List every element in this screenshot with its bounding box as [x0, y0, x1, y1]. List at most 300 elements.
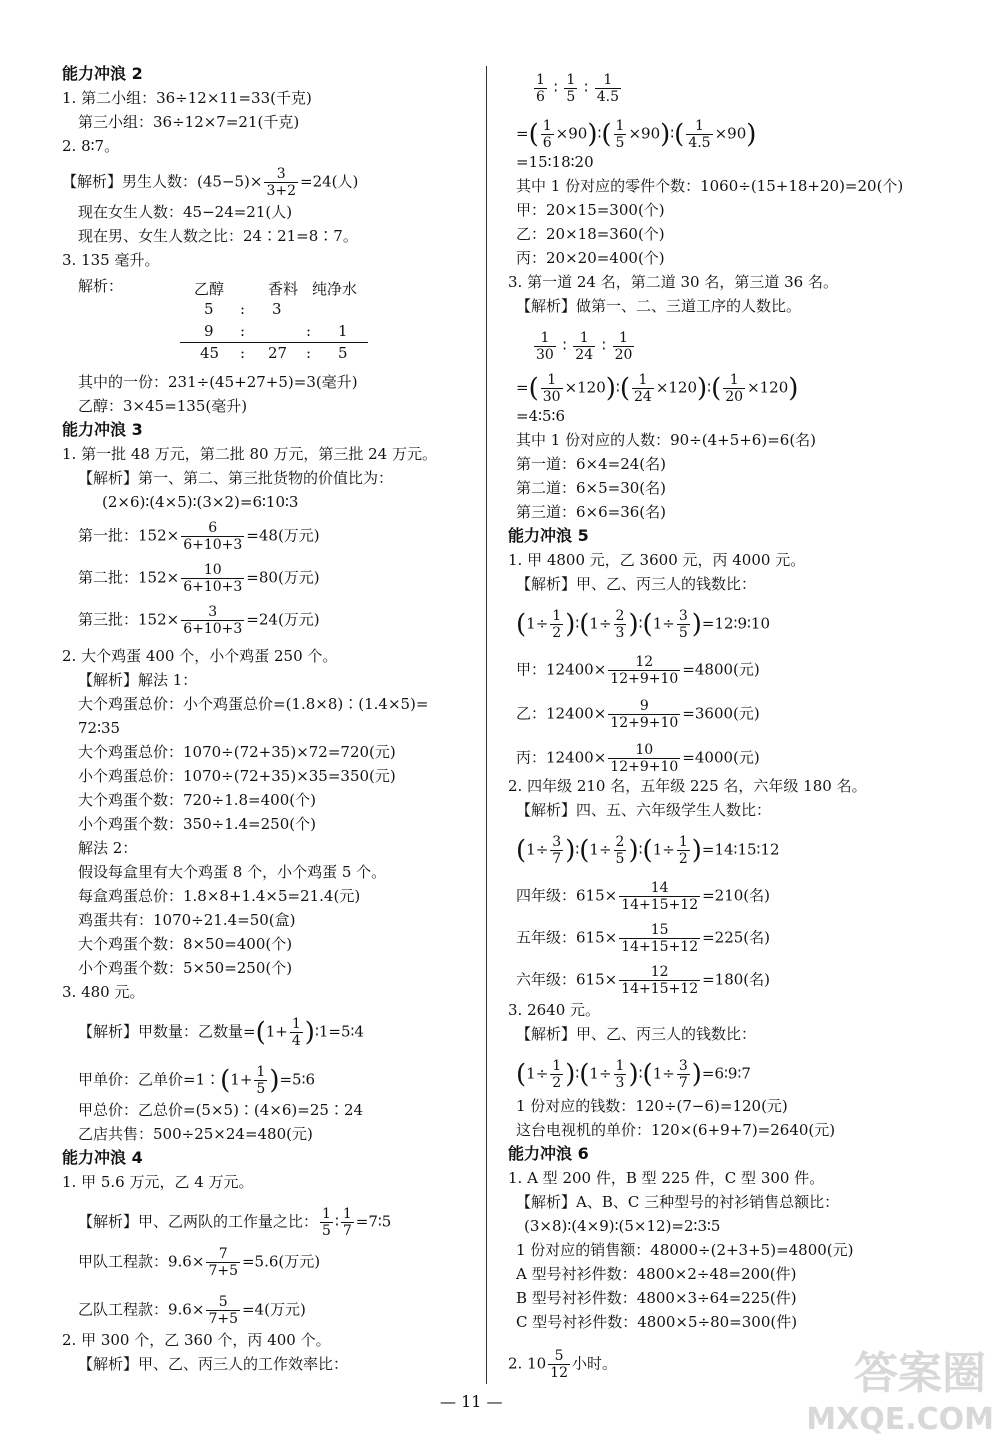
numerator: 1 — [291, 1016, 301, 1032]
numerator: 1 — [619, 330, 628, 346]
answer-line: 每盒鸡蛋总价：1.8×8+1.4×5=21.4(元) — [78, 887, 361, 905]
denominator: 12 — [550, 1365, 568, 1381]
text: ×90 — [555, 124, 588, 143]
answer-line: 1 份对应的钱数：120÷(7−6)=120(元) — [516, 1097, 788, 1115]
fraction — [677, 608, 690, 641]
denominator: 14+15+12 — [621, 939, 699, 955]
answer-line — [78, 1294, 306, 1327]
denominator: 3 — [615, 1075, 625, 1091]
text: ×120 — [564, 378, 606, 397]
fraction — [181, 520, 244, 553]
fraction — [541, 372, 563, 405]
page-number: — 11 — — [440, 1392, 503, 1411]
answer-line: 【解析】四、五、六年级学生人数比： — [516, 801, 772, 819]
section-heading: 能力冲浪 6 — [508, 1144, 589, 1163]
paren: ) — [660, 119, 671, 150]
denominator: 5 — [678, 625, 688, 641]
numerator: 3 — [678, 608, 688, 624]
fraction — [541, 118, 554, 151]
paren: ( — [579, 835, 590, 866]
answer-line: 2. 四年级 210 名，五年级 225 名，六年级 180 名。 — [508, 777, 867, 795]
numerator: 1 — [615, 118, 625, 134]
numerator: 2 — [615, 834, 625, 850]
text: 1+ — [230, 1070, 253, 1089]
answer-line: 大个鸡蛋总价：小个鸡蛋总价=(1.8×8)∶(1.4×5)= — [78, 695, 429, 713]
paren: ) — [587, 119, 598, 150]
text: =24(人) — [300, 172, 359, 191]
denominator: 2 — [552, 625, 562, 641]
text: =12∶9∶10 — [701, 614, 770, 633]
denominator: 5 — [256, 1081, 266, 1097]
ratio-line: =( $\frac{1}{30}$ ×120)∶( $\frac{1}{24}$ ×120)∶( $\frac{1}{20}$ ×120) — [516, 372, 799, 405]
text: =225(名) — [702, 928, 771, 947]
fraction — [723, 372, 745, 405]
text: 六年级：615× — [516, 970, 618, 989]
numerator: 1 — [542, 118, 552, 134]
denominator: 20 — [725, 389, 744, 405]
numerator: 14 — [650, 880, 669, 896]
answer-line: C 型号衬衫件数：4800×5÷80=300(件) — [516, 1313, 798, 1331]
answer-line — [78, 1206, 391, 1239]
answer-line: 解析： — [78, 277, 124, 295]
numerator: 3 — [678, 1058, 688, 1074]
numerator: 10 — [635, 742, 654, 758]
fraction — [206, 1246, 240, 1279]
grid-cell: 1 — [338, 322, 348, 340]
text: =210(名) — [702, 886, 771, 905]
text: ×120 — [655, 378, 698, 397]
grid-cell: 5 — [338, 344, 348, 362]
paren: ) — [788, 373, 799, 404]
text: 第三批：152× — [78, 610, 180, 629]
text: =6∶9∶7 — [701, 1064, 751, 1083]
answer-line — [78, 562, 320, 595]
fraction — [550, 608, 563, 641]
text: ∶ — [334, 1212, 339, 1231]
numerator: 1 — [729, 372, 739, 388]
fraction — [181, 562, 244, 595]
text: 乙：12400× — [516, 704, 607, 723]
numerator: 1 — [579, 330, 589, 346]
denominator: 6+10+3 — [183, 621, 243, 637]
text: 【解析】男生人数：(45−5)× — [62, 172, 263, 191]
answer-line: 2. 8∶7。 — [62, 137, 120, 155]
paren: ) — [269, 1065, 280, 1096]
denominator: 14+15+12 — [621, 897, 699, 913]
denominator: 4.5 — [688, 135, 711, 151]
paren: ) — [628, 835, 639, 866]
ratio-line: (1÷ $\frac{3}{7}$ )∶(1÷ $\frac{2}{5}$ )∶(1÷ $\frac{1}{2}$ )=14∶15∶12 — [516, 834, 780, 867]
numerator: 3 — [276, 166, 286, 182]
text: =24(万元) — [246, 610, 320, 629]
denominator: 24 — [633, 389, 652, 405]
fraction — [632, 372, 654, 405]
text: ×90 — [628, 124, 661, 143]
paren: ( — [642, 609, 653, 640]
grid-cell: : — [240, 300, 246, 318]
fraction — [608, 654, 680, 687]
denominator: 6 — [542, 135, 552, 151]
fraction — [614, 118, 627, 151]
numerator: 1 — [322, 1206, 331, 1222]
denominator: 2 — [678, 851, 688, 867]
numerator: 1 — [342, 1206, 352, 1222]
numerator: 1 — [547, 372, 557, 388]
answer-line: 【解析】甲、乙、丙三人的钱数比： — [516, 1025, 757, 1043]
denominator: 6 — [536, 89, 545, 105]
grid-cell: 纯净水 — [312, 280, 358, 298]
paren: ) — [565, 835, 576, 866]
answer-line: =15∶18∶20 — [516, 153, 594, 171]
text: 甲单价：乙单价=1∶ — [78, 1070, 221, 1089]
text: ∶1=5∶4 — [314, 1022, 364, 1041]
answer-line — [78, 604, 320, 637]
answer-line: 这台电视机的单价：120×(6+9+7)=2640(元) — [516, 1121, 836, 1139]
denominator: 30 — [536, 347, 554, 363]
paren: ) — [697, 373, 708, 404]
numerator: 7 — [218, 1246, 228, 1262]
fraction — [608, 698, 680, 731]
denominator: 20 — [614, 347, 633, 363]
answer-line: 第二道：6×5=30(名) — [516, 479, 667, 497]
section-heading: 能力冲浪 4 — [62, 1148, 143, 1167]
section-heading: 能力冲浪 2 — [62, 64, 143, 83]
answer-line: 3. 135 毫升。 — [62, 251, 160, 269]
paren: ) — [691, 1059, 702, 1090]
text: 四年级：615× — [516, 886, 618, 905]
denominator: 12+9+10 — [610, 671, 679, 687]
answer-line: 乙醇：3×45=135(毫升) — [78, 397, 248, 415]
text: =5∶6 — [279, 1070, 316, 1089]
ratio-line: (1÷ $\frac{1}{2}$ )∶(1÷ $\frac{1}{3}$ )∶(1÷ $\frac{3}{7}$ )=6∶9∶7 — [516, 1058, 751, 1091]
answer-line — [78, 1246, 320, 1279]
answer-line: 第一道：6×4=24(名) — [516, 455, 667, 473]
denominator: 2 — [552, 1075, 562, 1091]
denominator: 6+10+3 — [183, 537, 243, 553]
answer-line: 【解析】A、B、C 三种型号的衬衫销售总额比： — [516, 1193, 840, 1211]
fraction — [534, 72, 547, 105]
answer-line — [516, 922, 770, 955]
answer-line — [508, 1348, 617, 1381]
text: =14∶15∶12 — [701, 840, 780, 859]
paren: ( — [601, 119, 612, 150]
fraction — [686, 118, 712, 151]
text: 2. 10 — [508, 1354, 547, 1373]
fraction — [320, 1206, 333, 1239]
answer-line — [516, 964, 770, 997]
answer-line: 1. 甲 5.6 万元，乙 4 万元。 — [62, 1173, 254, 1191]
grid-cell: 3 — [272, 300, 282, 318]
answer-line: 第三道：6×6=36(名) — [516, 503, 667, 521]
grid-cell: 9 — [204, 322, 214, 340]
text: 五年级：615× — [516, 928, 618, 947]
numerator: 10 — [203, 562, 222, 578]
fraction — [206, 1294, 240, 1327]
paren: ( — [516, 835, 527, 866]
answer-line: A 型号衬衫件数：4800×2÷48=200(件) — [516, 1265, 797, 1283]
answer-line: 1. 第二小组：36÷12×11=33(千克) — [62, 89, 312, 107]
fraction — [613, 330, 635, 363]
answer-line: (2×6)∶(4×5)∶(3×2)=6∶10∶3 — [102, 493, 299, 511]
answer-line: 72∶35 — [78, 719, 121, 737]
denominator: 5 — [615, 851, 625, 867]
denominator: 4 — [291, 1033, 301, 1049]
column-divider — [486, 66, 487, 1384]
fraction — [341, 1206, 354, 1239]
fraction — [181, 604, 244, 637]
denominator: 30 — [542, 389, 561, 405]
section-heading: 能力冲浪 3 — [62, 420, 143, 439]
denominator: 5 — [322, 1223, 331, 1239]
answer-line: 1. 甲 4800 元，乙 3600 元，丙 4000 元。 — [508, 551, 806, 569]
text: 乙队工程款：9.6× — [78, 1300, 205, 1319]
answer-line — [62, 166, 358, 199]
numerator: 1 — [615, 1058, 625, 1074]
text: =5.6(万元) — [241, 1252, 321, 1271]
text: =3600(元) — [682, 704, 760, 723]
numerator: 12 — [650, 964, 669, 980]
paren: ) — [565, 609, 576, 640]
denominator: 12+9+10 — [610, 759, 679, 775]
paren: ( — [528, 373, 539, 404]
answer-line: 1 份对应的销售额：48000÷(2+3+5)=4800(元) — [516, 1241, 854, 1259]
numerator: 15 — [650, 922, 669, 938]
grid-cell: : — [240, 322, 246, 340]
numerator: 5 — [218, 1294, 228, 1310]
denominator: 7 — [342, 1223, 352, 1239]
answer-line: 其中的一份：231÷(45+27+5)=3(毫升) — [78, 373, 358, 391]
paren: ) — [628, 609, 639, 640]
ratio-line: $\frac{1}{6}$ ∶ $\frac{1}{5}$ ∶ $\frac{1}{4.5}$ — [536, 72, 620, 105]
grid-cell: 45 — [200, 344, 220, 362]
text: =180(名) — [702, 970, 771, 989]
denominator: 5 — [615, 135, 625, 151]
paren: ) — [605, 373, 616, 404]
fraction — [614, 834, 627, 867]
fraction — [608, 742, 680, 775]
fraction — [614, 608, 627, 641]
answer-line: 甲总价：乙总价=(5×5)∶(4×6)=25∶24 — [78, 1101, 364, 1119]
paren: ) — [691, 609, 702, 640]
paren: ( — [220, 1065, 231, 1096]
answer-line: B 型号衬衫件数：4800×3÷64=225(件) — [516, 1289, 797, 1307]
paren: ) — [304, 1017, 315, 1048]
text: 第二批：152× — [78, 568, 180, 587]
paren: ( — [528, 119, 539, 150]
numerator: 1 — [540, 330, 550, 346]
numerator: 1 — [566, 72, 576, 88]
text: 1+ — [265, 1022, 288, 1041]
watermark-url: MXQE.COM — [806, 1402, 994, 1437]
paren: ( — [516, 1059, 527, 1090]
text: 小时。 — [572, 1354, 618, 1373]
answer-line — [516, 698, 760, 731]
numerator: 1 — [603, 72, 613, 88]
sum-rule — [180, 342, 368, 343]
denominator: 7+5 — [208, 1311, 238, 1327]
denominator: 3+2 — [266, 183, 297, 199]
grid-cell: 27 — [268, 344, 288, 362]
text: 甲队工程款：9.6× — [78, 1252, 205, 1271]
ratio-grid — [62, 278, 482, 368]
text: 【解析】甲、乙两队的工作量之比： — [78, 1212, 319, 1231]
paren: ( — [579, 1059, 590, 1090]
denominator: 12+9+10 — [610, 715, 679, 731]
fraction — [264, 166, 298, 199]
grid-cell: : — [306, 322, 312, 340]
fraction — [548, 1348, 570, 1381]
numerator: 9 — [639, 698, 649, 714]
answer-line: =4∶5∶6 — [516, 407, 566, 425]
text: =4(万元) — [241, 1300, 306, 1319]
numerator: 1 — [552, 608, 562, 624]
answer-line: 3. 2640 元。 — [508, 1001, 601, 1019]
answer-line — [78, 1016, 364, 1049]
fraction — [573, 330, 595, 363]
paren: ) — [746, 119, 757, 150]
answer-line: 现在男、女生人数之比：24∶21=8∶7。 — [78, 227, 358, 245]
grid-cell: 乙醇 — [194, 280, 225, 298]
paren: ( — [711, 373, 722, 404]
denominator: 24 — [575, 347, 594, 363]
answer-line: 【解析】第一、第二、第三批货物的价值比为： — [78, 469, 394, 487]
answer-line: 丙：20×20=400(个) — [516, 249, 665, 267]
ratio-line: =( $\frac{1}{6}$ ×90)∶( $\frac{1}{5}$ ×90)∶( $\frac{1}{4.5}$ ×90) — [516, 118, 757, 151]
denominator: 6+10+3 — [183, 579, 243, 595]
answer-line: 大个鸡蛋个数：720÷1.8=400(个) — [78, 791, 316, 809]
paren: ) — [628, 1059, 639, 1090]
fraction — [290, 1016, 303, 1049]
answer-line: (3×8)∶(4×9)∶(5×12)=2∶3∶5 — [524, 1217, 721, 1235]
denominator: 14+15+12 — [621, 981, 699, 997]
fraction — [534, 330, 556, 363]
paren: ) — [691, 835, 702, 866]
answer-line — [78, 520, 320, 553]
fraction — [677, 1058, 690, 1091]
answer-line: 3. 第一道 24 名，第二道 30 名，第三道 36 名。 — [508, 273, 838, 291]
text: 第一批：152× — [78, 526, 180, 545]
section-heading: 能力冲浪 5 — [508, 526, 589, 545]
numerator: 12 — [635, 654, 654, 670]
denominator: 7 — [552, 851, 562, 867]
text: 【解析】甲数量：乙数量= — [78, 1022, 256, 1041]
answer-line: 【解析】甲、乙、丙三人的工作效率比： — [78, 1355, 349, 1373]
answer-line: 小个鸡蛋总价：1070÷(72+35)×35=350(元) — [78, 767, 396, 785]
answer-line: 乙店共售：500÷25×24=480(元) — [78, 1125, 313, 1143]
denominator: 3 — [615, 625, 625, 641]
fraction — [619, 922, 700, 955]
answer-line: 鸡蛋共有：1070÷21.4=50(盒) — [78, 911, 296, 929]
answer-line: 其中 1 份对应的人数：90÷(4+5+6)=6(名) — [516, 431, 817, 449]
answer-line: 甲：20×15=300(个) — [516, 201, 665, 219]
numerator: 6 — [208, 520, 218, 536]
fraction — [619, 880, 700, 913]
fraction — [550, 834, 563, 867]
answer-line: 【解析】做第一、二、三道工序的人数比。 — [516, 297, 802, 315]
text: =7∶5 — [355, 1212, 392, 1231]
paren: ( — [674, 119, 685, 150]
answer-line — [516, 742, 760, 775]
grid-cell: : — [306, 344, 312, 362]
paren: ( — [619, 373, 630, 404]
numerator: 3 — [552, 834, 562, 850]
text: =80(万元) — [246, 568, 320, 587]
answer-line — [78, 1064, 315, 1097]
answer-line: 小个鸡蛋个数：5×50=250(个) — [78, 959, 293, 977]
text: 甲：12400× — [516, 660, 607, 679]
denominator: 7 — [678, 1075, 688, 1091]
fraction — [254, 1064, 267, 1097]
denominator: 5 — [566, 89, 576, 105]
fraction — [595, 72, 621, 105]
paren: ( — [642, 1059, 653, 1090]
paren: ( — [255, 1017, 266, 1048]
text: =48(万元) — [246, 526, 320, 545]
answer-line: 1. A 型 200 件，B 型 225 件，C 型 300 件。 — [508, 1169, 825, 1187]
fraction — [550, 1058, 563, 1091]
answer-line: 小个鸡蛋个数：350÷1.4=250(个) — [78, 815, 316, 833]
answer-line: 2. 大个鸡蛋 400 个，小个鸡蛋 250 个。 — [62, 647, 338, 665]
paren: ( — [516, 609, 527, 640]
numerator: 1 — [678, 834, 688, 850]
grid-cell: : — [240, 344, 246, 362]
fraction — [564, 72, 577, 105]
answer-line: 大个鸡蛋个数：8×50=400(个) — [78, 935, 293, 953]
answer-line: 乙：20×18=360(个) — [516, 225, 665, 243]
paren: ( — [579, 609, 590, 640]
answer-line: 【解析】解法 1： — [78, 671, 198, 689]
answer-line — [516, 654, 760, 687]
answer-line: 2. 甲 300 个，乙 360 个，丙 400 个。 — [62, 1331, 331, 1349]
numerator: 1 — [638, 372, 648, 388]
answer-line: 大个鸡蛋总价：1070÷(72+35)×72=720(元) — [78, 743, 396, 761]
answer-line: 解法 2： — [78, 839, 138, 857]
ratio-line: $\frac{1}{30}$ ∶ $\frac{1}{24}$ ∶ $\frac{1}{20}$ — [536, 330, 633, 363]
numerator: 1 — [536, 72, 545, 88]
text: ×90 — [714, 124, 747, 143]
fraction — [677, 834, 690, 867]
numerator: 5 — [554, 1348, 564, 1364]
grid-cell: 香料 — [268, 280, 299, 298]
answer-line — [516, 880, 770, 913]
text: 丙：12400× — [516, 748, 607, 767]
ratio-line: (1÷ $\frac{1}{2}$ )∶(1÷ $\frac{2}{3}$ )∶(1÷ $\frac{3}{5}$ )=12∶9∶10 — [516, 608, 770, 641]
numerator: 1 — [552, 1058, 562, 1074]
answer-line: 现在女生人数：45−24=21(人) — [78, 203, 293, 221]
numerator: 3 — [208, 604, 218, 620]
fraction — [614, 1058, 627, 1091]
text: =4000(元) — [682, 748, 760, 767]
watermark-logo: 答案圈 — [854, 1348, 986, 1399]
numerator: 1 — [695, 118, 704, 134]
paren: ) — [565, 1059, 576, 1090]
numerator: 1 — [256, 1064, 266, 1080]
answer-line: 假设每盒里有大个鸡蛋 8 个，小个鸡蛋 5 个。 — [78, 863, 387, 881]
grid-cell: 5 — [204, 300, 214, 318]
fraction — [619, 964, 700, 997]
answer-line: 1. 第一批 48 万元，第二批 80 万元，第三批 24 万元。 — [62, 445, 437, 463]
numerator: 2 — [615, 608, 625, 624]
paren: ( — [642, 835, 653, 866]
denominator: 4.5 — [596, 89, 620, 105]
text: ×120 — [747, 378, 789, 397]
denominator: 7+5 — [208, 1263, 238, 1279]
answer-line: 【解析】甲、乙、丙三人的钱数比： — [516, 575, 757, 593]
answer-line: 第三小组：36÷12×7=21(千克) — [78, 113, 300, 131]
answer-line: 3. 480 元。 — [62, 983, 145, 1001]
text: =4800(元) — [682, 660, 760, 679]
answer-line: 其中 1 份对应的零件个数：1060÷(15+18+20)=20(个) — [516, 177, 904, 195]
